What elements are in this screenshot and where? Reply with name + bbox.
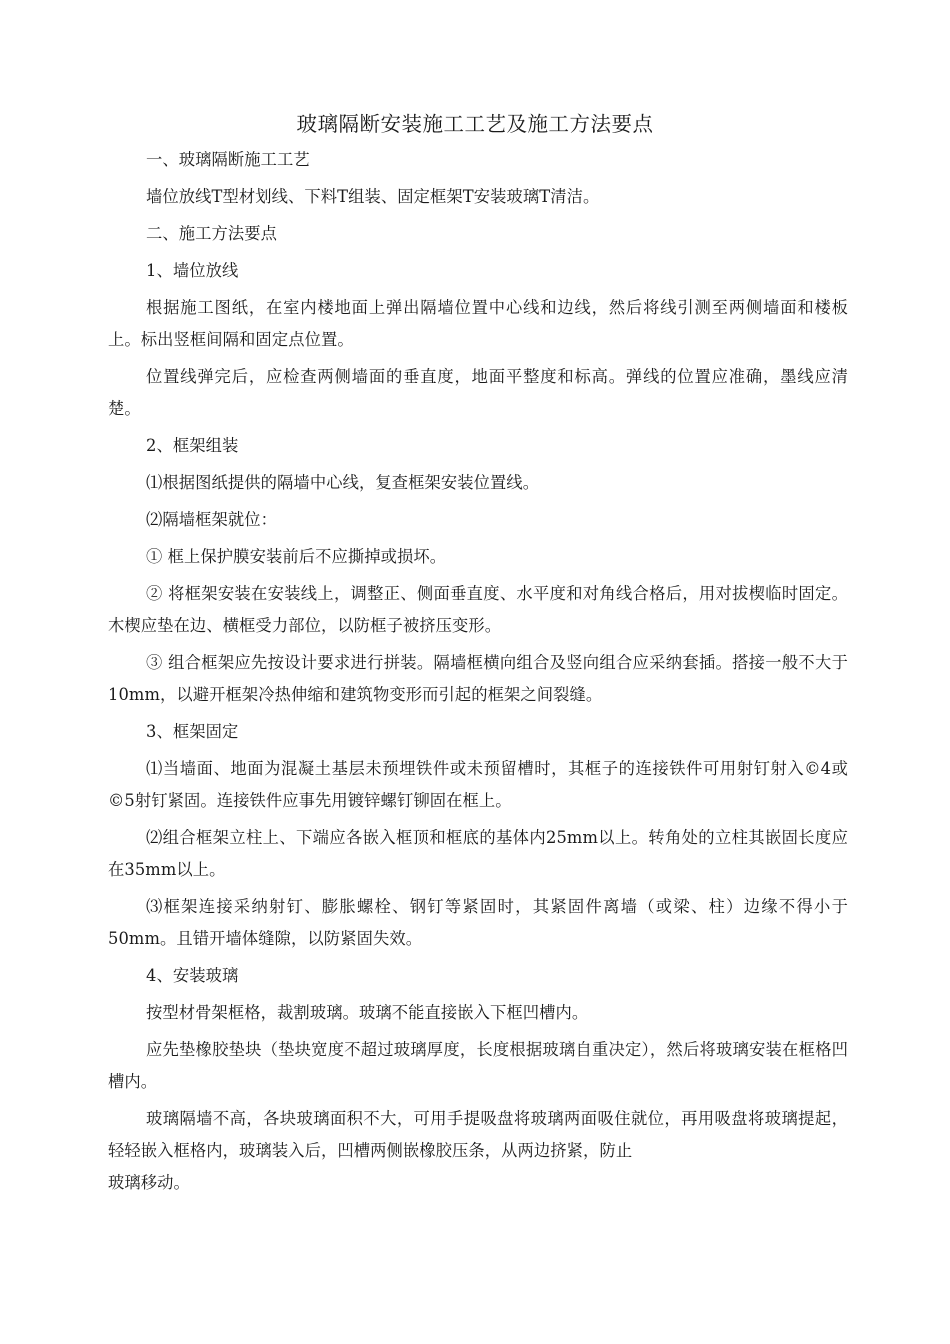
section-heading-2: 二、施工方法要点 <box>146 224 278 243</box>
list-item: ③ 组合框架应先按设计要求进行拼装。隔墙框横向组合及竖向组合应采纳套插。搭接一般不大于10mm，以避开框架冷热伸缩和建筑物变形而引起的框架之间裂缝。 <box>108 653 848 704</box>
body-paragraph: 玻璃隔墙不高，各块玻璃面积不大，可用手提吸盘将玻璃两面吸住就位，再用吸盘将玻璃提起，轻轻嵌入框格内，玻璃装入后，凹槽两侧嵌橡胶压条，从两边挤紧，防止 <box>108 1109 848 1160</box>
subsection-heading-1: 1、墙位放线 <box>146 261 239 280</box>
document-title: 玻璃隔断安装施工工艺及施工方法要点 <box>296 112 654 136</box>
document-body <box>108 144 848 1199</box>
subsection-heading-3: 3、框架固定 <box>146 722 239 741</box>
list-item: ⑴根据图纸提供的隔墙中心线，复查框架安装位置线。 <box>146 473 540 492</box>
list-item: ⑴当墙面、地面为混凝土基层未预埋铁件或未预留槽时，其框子的连接铁件可用射钉射入©4或©5射钉紧固。连接铁件应事先用镀锌螺钉铆固在框上。 <box>108 759 848 810</box>
list-item: ⑵组合框架立柱上、下端应各嵌入框顶和框底的基体内25mm以上。转角处的立柱其嵌固长度应在35mm以上。 <box>108 828 848 879</box>
body-paragraph: 按型材骨架框格，裁割玻璃。玻璃不能直接嵌入下框凹槽内。 <box>146 1003 589 1022</box>
body-paragraph-continuation: 玻璃移动。 <box>108 1173 190 1192</box>
list-item: ⑶框架连接采纳射钉、膨胀螺栓、钢钉等紧固时，其紧固件离墙（或梁、柱）边缘不得小于50mm。且错开墙体缝隙，以防紧固失效。 <box>108 897 848 948</box>
list-item: ⑵隔墙框架就位： <box>146 510 278 529</box>
list-item: ① 框上保护膜安装前后不应撕掉或损坏。 <box>146 547 447 566</box>
body-paragraph: 根据施工图纸，在室内楼地面上弹出隔墙位置中心线和边线，然后将线引测至两侧墙面和楼板上。标出竖框间隔和固定点位置。 <box>108 298 848 349</box>
subsection-heading-2: 2、框架组装 <box>146 436 239 455</box>
body-paragraph: 位置线弹完后，应检查两侧墙面的垂直度，地面平整度和标高。弹线的位置应准确，墨线应清楚。 <box>108 367 848 418</box>
body-paragraph: 应先垫橡胶垫块（垫块宽度不超过玻璃厚度，长度根据玻璃自重决定），然后将玻璃安装在框格凹槽内。 <box>108 1040 848 1091</box>
process-flow-paragraph: 墙位放线T型材划线、下料T组装、固定框架T安装玻璃T清洁。 <box>146 187 600 206</box>
subsection-heading-4: 4、安装玻璃 <box>146 966 239 985</box>
list-item: ② 将框架安装在安装线上，调整正、侧面垂直度、水平度和对角线合格后，用对拔楔临时固定。木楔应垫在边、横框受力部位，以防框子被挤压变形。 <box>108 584 848 635</box>
section-heading-1: 一、玻璃隔断施工工艺 <box>146 150 310 169</box>
